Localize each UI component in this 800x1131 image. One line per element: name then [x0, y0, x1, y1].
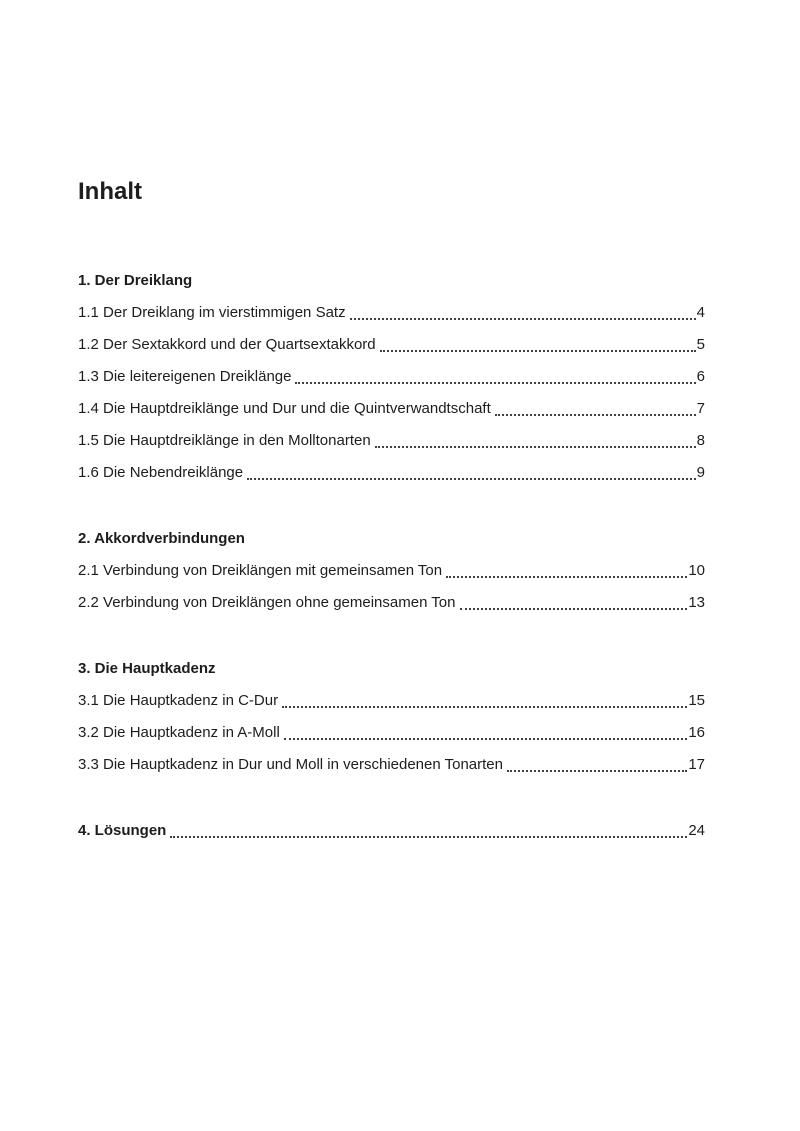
toc-section-header-label: 4. Lösungen: [78, 822, 167, 839]
toc-entry-page-number: 9: [696, 464, 705, 481]
toc-entry-label: 3.1 Die Hauptkadenz in C-Dur: [78, 692, 279, 709]
toc-section-page-number: 24: [688, 822, 705, 839]
toc-entry-label: 1.4 Die Hauptdreiklänge und Dur und die Quintverwandtschaft: [78, 400, 491, 417]
toc-leader-dots: [247, 478, 696, 480]
toc-section-header: 1. Der Dreiklang: [78, 272, 193, 289]
toc-leader-dots: [507, 770, 687, 772]
toc-entry: [78, 329, 705, 361]
toc-leader-dots: [495, 414, 696, 416]
toc-entry: [78, 685, 705, 717]
toc-leader-dots: [170, 836, 687, 838]
toc-entry-page-number: 6: [696, 368, 705, 385]
toc-list: [78, 265, 705, 847]
toc-entry-page-number: 16: [688, 724, 705, 741]
toc-entry-page-number: 7: [696, 400, 705, 417]
toc-section-header-row: [78, 815, 705, 847]
toc-entry-label: 1.2 Der Sextakkord und der Quartsextakkord: [78, 336, 376, 353]
toc-leader-dots: [380, 350, 696, 352]
toc-entry-label: 3.3 Die Hauptkadenz in Dur und Moll in verschiedenen Tonarten: [78, 756, 503, 773]
toc-leader-dots: [446, 576, 687, 578]
toc-entry: [78, 555, 705, 587]
toc-entry: [78, 749, 705, 781]
toc-leader-dots: [350, 318, 696, 320]
toc-section: [78, 523, 705, 619]
toc-entry-page-number: 4: [696, 304, 705, 321]
toc-entry: [78, 361, 705, 393]
toc-entry-page-number: 17: [688, 756, 705, 773]
toc-section: [78, 265, 705, 489]
toc-entry-page-number: 15: [688, 692, 705, 709]
toc-section-header: 3. Die Hauptkadenz: [78, 660, 216, 677]
toc-entry-page-number: 8: [696, 432, 705, 449]
toc-entry: [78, 587, 705, 619]
toc-entry: [78, 393, 705, 425]
toc-leader-dots: [284, 738, 688, 740]
toc-section-header: 2. Akkordverbindungen: [78, 530, 245, 547]
toc-leader-dots: [460, 608, 688, 610]
toc-entry: [78, 457, 705, 489]
toc-entry-page-number: 13: [688, 594, 705, 611]
toc-leader-dots: [282, 706, 687, 708]
toc-entry-label: 3.2 Die Hauptkadenz in A-Moll: [78, 724, 280, 741]
toc-entry: [78, 297, 705, 329]
toc-leader-dots: [375, 446, 696, 448]
toc-entry: [78, 717, 705, 749]
toc-section: [78, 653, 705, 781]
toc-entry-page-number: 10: [688, 562, 705, 579]
toc-entry-label: 1.5 Die Hauptdreiklänge in den Molltonarten: [78, 432, 371, 449]
toc-entry-label: 1.1 Der Dreiklang im vierstimmigen Satz: [78, 304, 346, 321]
toc-section: [78, 815, 705, 847]
toc-entry: [78, 425, 705, 457]
toc-entry-label: 1.6 Die Nebendreiklänge: [78, 464, 244, 481]
toc-entry-label: 2.1 Verbindung von Dreiklängen mit gemeinsamen Ton: [78, 562, 443, 579]
toc-entry-label: 2.2 Verbindung von Dreiklängen ohne gemeinsamen Ton: [78, 594, 456, 611]
page-title: Inhalt: [78, 178, 142, 205]
toc-leader-dots: [295, 382, 695, 384]
toc-entry-label: 1.3 Die leitereigenen Dreiklänge: [78, 368, 292, 385]
toc-entry-page-number: 5: [696, 336, 705, 353]
